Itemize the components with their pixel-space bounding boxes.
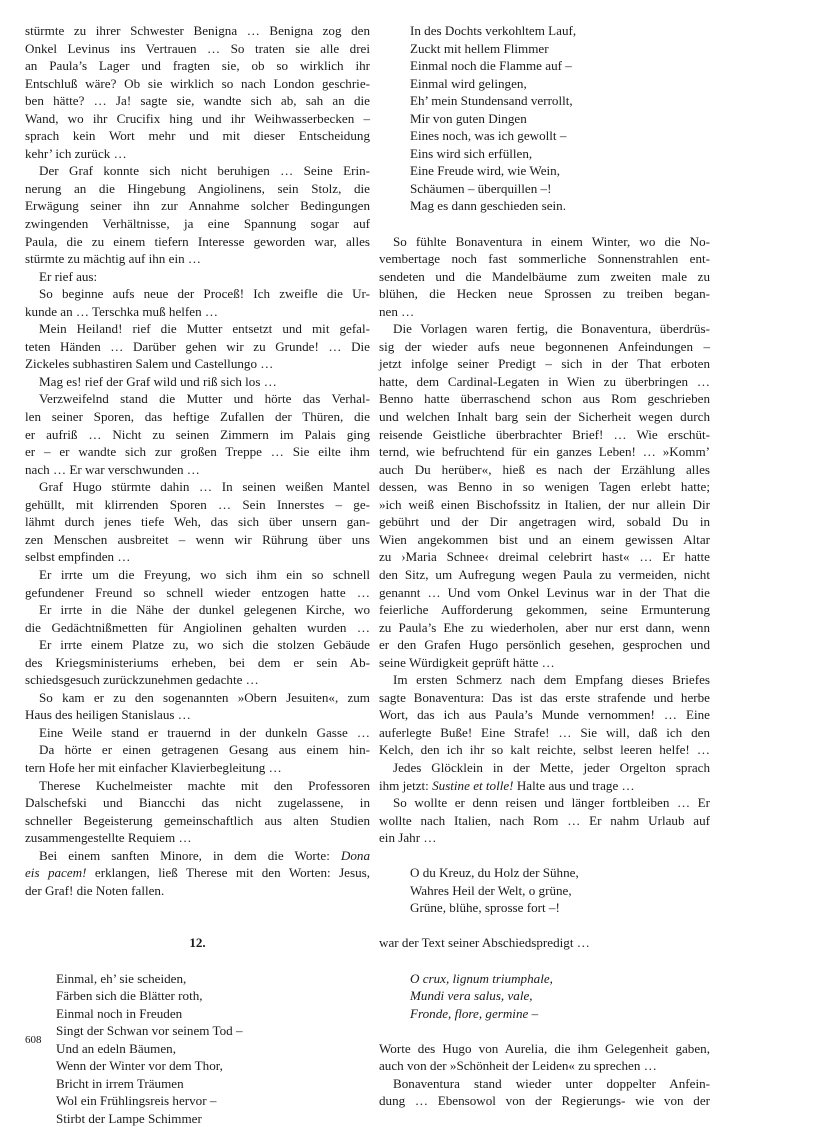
text-line: jetzt infolge seiner Predigt – sich in der That erboten (379, 356, 710, 372)
text-line: Therese Kuchelmeister machte mit den Professoren (39, 777, 370, 793)
text-line: eis pacem! erklangen, ließ Therese mit den Worten: Jesus, (25, 865, 370, 881)
text-line: Er irrte einem Platze zu, wo sich die stolzen Gebäude (39, 637, 370, 653)
text-line: wollte nach Italien, nach Rom … Er nahm Urlaub auf (379, 812, 710, 828)
text-line: Wien angekommen bist und an einem gewissen Altar (379, 531, 710, 547)
verse-line: Schäumen – überquillen –! (410, 180, 552, 196)
text-line: tern Hofe her mit einfacher Klavierbegleitung … (25, 759, 282, 775)
text-line: Er irrte um die Freyung, wo sich ihm ein so schnell (39, 566, 370, 582)
text-line: gefundener Freund so schnell wieder entzogen hatte … (25, 584, 370, 600)
text-line: er den Grafen Hugo persönlich gesehen, gesprochen und (379, 637, 710, 653)
text-line: auch von der »Schönheit der Leiden« zu sprechen … (379, 1058, 657, 1074)
text-line: war der Text seiner Abschiedspredigt … (379, 935, 590, 951)
text-line: Im ersten Schmerz nach dem Empfang dieses Briefes (393, 672, 710, 688)
blank-line (379, 1022, 710, 1040)
text-line: nerung an die Hingebung Angiolinens, sein Stolz, die (25, 180, 370, 196)
text-line: So kam er zu den sogenannten »Obern Jesuiten«, zum (39, 689, 370, 705)
text-line: »ich weiß einen Bischofssitz in Italien, der nur allein Dir (379, 496, 710, 512)
verse-line: Eine Freude wird, wie Wein, (410, 163, 560, 179)
text-line: teten Händen … Darüber gehen wir zu Grunde! … Die (25, 338, 370, 354)
verse-line: Wenn der Winter vor dem Thor, (56, 1058, 223, 1074)
text-line: dessen, was Benno in so wenigen Tagen erlebt hatte; (379, 479, 710, 495)
text-line: Dalschefski und Biancchi das nicht zugelassene, in (25, 795, 370, 811)
left-column (25, 22, 370, 1127)
text-line: die Gedächtnißmetten für Angiolinen gehalten wurden … (25, 619, 370, 635)
text-line: lähmt durch jenes tiefe Weh, das sich über unsern gan- (25, 514, 370, 530)
text-line: Da hörte er einen getragenen Gesang aus einem hin- (39, 742, 370, 758)
text-line: Eine Weile stand er trauernd in der dunkeln Gasse … (39, 724, 370, 740)
text-line: Bei einem sanften Minore, in dem die Worte: Dona (39, 847, 370, 863)
verse-line: Einmal, eh’ sie scheiden, (56, 970, 187, 986)
text-line: er – er wandte sich zur großen Treppe … Sie eilte ihm (25, 444, 370, 460)
text-line: nach … Er war verschwunden … (25, 461, 200, 477)
blank-line (25, 917, 370, 935)
text-line: Entschluß wäre? Ob sie wirklich so nach London geschrie- (25, 75, 370, 91)
verse-line: Singt der Schwan vor seinem Tod – (56, 1023, 243, 1039)
text-line: sprach kein Wort mehr und mit dieser Entscheidung (25, 128, 370, 144)
text-line: Jedes Glöcklein in der Mette, jeder Orgelton sprach (393, 759, 710, 775)
text-line: stürmte zu mächtig auf ihn ein … (25, 251, 201, 267)
verse-line: Einmal noch die Flamme auf – (410, 58, 572, 74)
text-line: ein Jahr … (379, 830, 437, 846)
text-line: sendeten und die Mandelbäume zum zweiten male zu (379, 268, 710, 284)
verse-line: Und an edeln Bäumen, (56, 1040, 176, 1056)
text-line: Zickeles subhastiren Salem und Castellungo … (25, 356, 274, 372)
chapter-heading: 12. (189, 935, 206, 951)
text-line: Paula, die zu einem tiefern Interesse geworden war, alles (25, 233, 370, 249)
verse-line: Eines noch, was ich gewollt – (410, 128, 567, 144)
verse-line: Wahres Heil der Welt, o grüne, (410, 882, 572, 898)
text-line: Er irrte in die Nähe der dunkel gelegenen Kirche, wo (39, 602, 370, 618)
text-line: an Paula’s Lager und fragten sie, ob so wirklich ihr (25, 58, 370, 74)
text-line: Worte des Hugo von Aurelia, die ihm Gelegenheit gaben, (379, 1040, 710, 1056)
text-line: und welchen Inhalt barg sein der Sicherheit wegen durch (379, 409, 710, 425)
verse-line: Färben sich die Blätter roth, (56, 988, 203, 1004)
text-line: reisende Geistliche überbrachter Brief! … Wie erschüt- (379, 426, 710, 442)
verse-line: Grüne, blühe, sprosse fort –! (410, 900, 560, 916)
text-line: Bonaventura stand wieder unter doppelter Anfein- (393, 1075, 710, 1091)
text-line: Mein Heiland! rief die Mutter entsetzt und mit gefal- (39, 321, 370, 337)
text-line: blühen, die Hecken neue Sprossen zu treiben began- (379, 286, 710, 302)
text-line: genannt … Und vom Onkel Levinus war in der That die (379, 584, 710, 600)
verse-line: Mundi vera salus, vale, (410, 988, 533, 1004)
text-line: auferlegte Buße! Eine Strafe! … Sie will, daß ich den (379, 724, 710, 740)
verse-line: O du Kreuz, du Holz der Sühne, (410, 865, 579, 881)
verse-line: Mir von guten Dingen (410, 110, 527, 126)
verse-line: Fronde, flore, germine – (410, 1005, 539, 1021)
verse-line: Eins wird sich erfüllen, (410, 145, 533, 161)
verse-line: Einmal noch in Freuden (56, 1005, 183, 1021)
text-line: selbst empfinden … (25, 549, 131, 565)
text-line: Kelch, den ich ihr so kalt reichte, selbst leeren helfe! … (379, 742, 710, 758)
text-line: zen Menschen ausbreitet – wenn wir Rührung über uns (25, 531, 370, 547)
text-line: So wollte er denn reisen und länger fortbleiben … Er (393, 795, 710, 811)
text-line: Wand, wo ihr Crucifix hing und ihr Weihwasserbecken – (25, 110, 370, 126)
text-line: Die Vorlagen waren fertig, die Bonaventura, überdrüs- (393, 321, 710, 337)
text-line: ternd, wie befruchtend für ein ganzes Leben! … »Komm’ (379, 444, 710, 460)
text-line: den Sitz, um Aufregung wegen Paula zu vermeiden, nicht (379, 566, 710, 582)
text-line: Der Graf konnte sich nicht beruhigen … Seine Erin- (39, 163, 370, 179)
text-line: sagte Bonaventura: Das ist das erste strafende und herbe (379, 689, 710, 705)
text-line: gehüllt, mit klirrenden Sporen … Sein Innerstes – ge- (25, 496, 370, 512)
verse-line: O crux, lignum triumphale, (410, 970, 553, 986)
text-line: So fühlte Bonaventura in einem Winter, wo die No- (393, 233, 710, 249)
blank-line (379, 917, 710, 935)
text-line: Onkel Levinus ins Vertrauen … So traten sie alle drei (25, 40, 370, 56)
text-line: Haus des heiligen Stanislaus … (25, 707, 191, 723)
verse-line: Wol ein Frühlingsreis hervor – (56, 1093, 217, 1109)
blank-line (379, 215, 710, 233)
verse-line: Bricht in irrem Träumen (56, 1075, 184, 1091)
text-line: zusammengestellte Requiem … (25, 830, 192, 846)
verse-line: Einmal wird gelingen, (410, 75, 527, 91)
text-line: ihm jetzt: Sustine et tolle! Halte aus und trage … (379, 777, 635, 793)
page-number: 608 (25, 1034, 42, 1046)
text-line: kehr’ ich zurück … (25, 145, 127, 161)
text-line: Verzweifelnd stand die Mutter und hörte das Verhal- (39, 391, 370, 407)
text-line: Erwägung seiner ihn zur Annahme solcher Bedingungen (25, 198, 370, 214)
text-line: gebührt und der Dir angetragen wird, sobald Du in (379, 514, 710, 530)
text-line: zwingenden Verhältnisse, ja eine Spannung sogar auf (25, 216, 370, 232)
text-line: hatte, dem Cardinal-Legaten in Wien zu überbringen … (379, 373, 710, 389)
text-line: kunde an … Terschka muß helfen … (25, 303, 219, 319)
blank-line (25, 952, 370, 970)
text-line: vembertage noch fast sommerliche Sonnenstrahlen ent- (379, 251, 710, 267)
text-line: dung … Ebensowol von der Regierungs- wie von der (379, 1093, 710, 1109)
text-line: feierliche Aufforderung gekommen, seine Ermunterung (379, 602, 710, 618)
blank-line (25, 899, 370, 917)
text-line: zu ›Maria Schnee‹ dreimal celebrirt hast« … Er hatte (379, 549, 710, 565)
text-line: len seiner Sporen, das heftige Zufallen der Thüren, die (25, 409, 370, 425)
text-line: seine Würdigkeit geprüft hätte … (379, 654, 555, 670)
verse-line: Stirbt der Lampe Schimmer (56, 1110, 202, 1126)
text-line: stürmte zu ihrer Schwester Benigna … Benigna zog den (25, 23, 370, 38)
text-line: der Graf! die Noten fallen. (25, 882, 165, 898)
text-line: sig der wieder aufs neue begonnenen Anfeindungen – (379, 338, 710, 354)
text-line: ben hätte? … Ja! sagte sie, wandte sich ab, sah an die (25, 93, 370, 109)
text-line: auch Du herüber«, hieß es nach der Erzählung alles (379, 461, 710, 477)
text-line: des Kriegsministeriums erheben, bei dem er sein Ab- (25, 654, 370, 670)
text-line: schiedsgesuch zurückzunehmen gedachte … (25, 672, 259, 688)
blank-line (379, 952, 710, 970)
text-line: Graf Hugo stürmte dahin … In seinen weißen Mantel (39, 479, 370, 495)
verse-line: Eh’ mein Stundensand verrollt, (410, 93, 573, 109)
text-line: schneller Begeisterung gemeinschaftlich aus alten Studien (25, 812, 370, 828)
verse-line: In des Dochts verkohltem Lauf, (410, 23, 577, 38)
text-line: So beginne aufs neue der Proceß! Ich zweifle die Ur- (39, 286, 370, 302)
text-line: nen … (379, 303, 415, 319)
verse-line: Zuckt mit hellem Flimmer (410, 40, 549, 56)
text-line: Wort, das ich aus Paula’s Munde vernommen! … Eine (379, 707, 710, 723)
text-line: Benno hatte überraschend schon aus Rom geschrieben (379, 391, 710, 407)
text-line: zu Paula’s Ehe zu wiederholen, aber nur erst dann, wenn (379, 619, 710, 635)
text-line: Mag es! rief der Graf wild und riß sich los … (39, 373, 277, 389)
verse-line: Mag es dann geschieden sein. (410, 198, 566, 214)
blank-line (379, 847, 710, 865)
text-line: Er rief aus: (39, 268, 98, 284)
text-line: er aufriß … Nicht zu seinen Zimmern im Palais ging (25, 426, 370, 442)
right-column (379, 22, 710, 1110)
